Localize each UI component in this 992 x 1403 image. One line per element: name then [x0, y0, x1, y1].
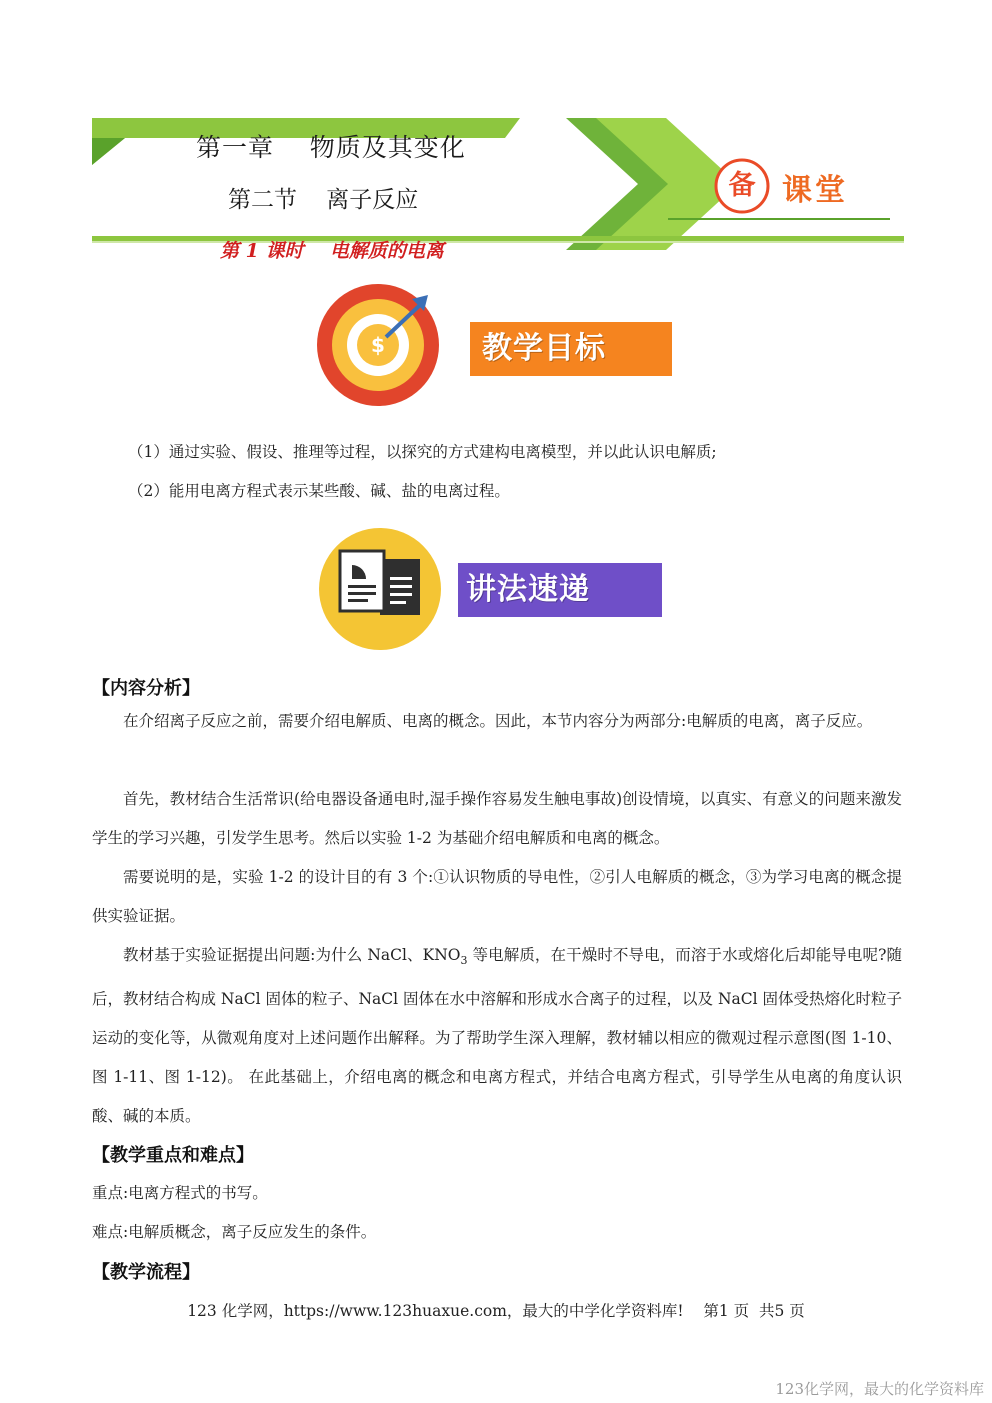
badge-char: 备 — [728, 170, 756, 201]
difficult-point-line: 难点:电解质概念，离子反应发生的条件。 — [92, 1223, 377, 1241]
documents-icon — [318, 527, 444, 653]
section-title: 第二节 离子反应 — [228, 187, 419, 213]
header-banner-graphic — [0, 0, 992, 270]
paragraph-1: 在介绍离子反应之前，需要介绍电解质、电离的概念。因此，本节内容分为两部分:电解质的电离，离子反应。 — [123, 712, 873, 730]
key-points-heading: 【教学重点和难点】 — [92, 1145, 254, 1166]
lesson-title: 第 1 课时 电解质的电离 — [220, 240, 444, 262]
paragraph-3: 需要说明的是，实验 1-2 的设计目的有 3 个:①认识物质的导电性，②引人电解质的概念，③为学习电离的概念提供实验证据。 — [92, 868, 902, 925]
header-bottom-rule — [92, 236, 904, 241]
svg-text:$: $ — [371, 333, 385, 357]
goal-item-1: （1）通过实验、假设、推理等过程，以探究的方式建构电离模型，并以此认识电解质; — [128, 443, 717, 461]
key-point-line: 重点:电离方程式的书写。 — [92, 1184, 268, 1202]
teaching-flow-heading: 【教学流程】 — [92, 1262, 200, 1283]
goals-banner: 教学目标 — [470, 322, 672, 376]
method-banner: 讲法速递 — [458, 563, 662, 617]
paragraph-2: 首先，教材结合生活常识(给电器设备通电时,湿手操作容易发生触电事故)创设情境，以真实、有意义的问题来激发学生的学习兴趣，引发学生思考。然后以实验 1-2 为基础介绍电解质和电离的概念。 — [92, 790, 902, 847]
watermark: 123化学网，最大的化学资料库 — [775, 1380, 984, 1398]
target-dart-icon — [316, 283, 442, 409]
chapter-title: 第一章 物质及其变化 — [196, 133, 466, 162]
content-analysis-heading: 【内容分析】 — [92, 678, 200, 699]
badge-text: 课堂 — [782, 173, 848, 208]
paragraph-4: 教材基于实验证据提出问题:为什么 NaCl、$KNO_3$ 等电解质，在干燥时不导电，而溶于水或熔化后却能导电呢?随后，教材结合构成 NaCl 固体的粒子、NaCl 固体在水中溶解和形成水合离子的过程，以及 NaCl 固体受热熔化时粒子运动的变化等，从微观角度对上述问题作出解释。为了帮助学生深入理解，教材辅以相应的微观过程示意图(图 1-10、图 1-11、图 1-12)。 在此基础上，介绍电离的概念和电离方程式，并结合电离方程式，引导学生从电离的角度认识酸、碱的本质。 — [92, 946, 902, 1126]
footer-page-info: 第1 页 共5 页 — [703, 1302, 805, 1320]
page-footer — [0, 1299, 992, 1321]
goal-item-2: （2）能用电离方程式表示某些酸、碱、盐的电离过程。 — [128, 482, 510, 500]
footer-site-text: 123 化学网，https://www.123huaxue.com，最大的中学化学资料库! — [187, 1302, 684, 1320]
